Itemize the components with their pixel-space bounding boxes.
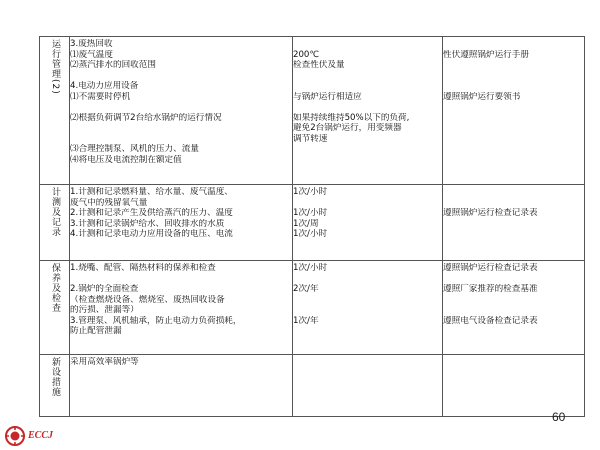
item-line: ⑴废气温度 <box>70 49 113 60</box>
frequency-line: 2次/年 <box>293 284 319 294</box>
reference-line: 遵照厂家推荐的检查基准 <box>443 284 538 294</box>
frequency-line: 1次/周 <box>293 218 319 229</box>
reference-line <box>443 187 584 198</box>
frequency-line: 1次/年 <box>293 315 319 326</box>
reference-line <box>443 60 584 71</box>
item-line: 2.锅炉的全面检查 <box>70 284 139 294</box>
table-row <box>40 355 585 417</box>
item-line: 3.计测和记录锅炉给水、回收排水的水质 <box>70 218 225 229</box>
reference-cell <box>443 261 585 355</box>
item-line: ⑵根据负荷调节2台给水锅炉的运行情况 <box>70 112 222 123</box>
reference-line <box>443 81 584 92</box>
reference-line <box>443 155 584 166</box>
reference-line <box>443 144 584 155</box>
reference-line: 遵照锅炉运行检查记录表 <box>443 263 538 273</box>
frequency-cell <box>293 185 443 261</box>
frequency-line: 1次/小时 <box>293 187 328 197</box>
table-row <box>40 37 585 185</box>
frequency-line <box>293 81 442 92</box>
item-line: 3.废热回收 <box>70 39 113 49</box>
energy-management-table <box>39 36 585 417</box>
frequency-line: 1次/小时 <box>293 208 328 218</box>
item-cell <box>70 355 293 417</box>
frequency-line <box>293 144 442 155</box>
row-label-cell <box>40 37 70 185</box>
table-row <box>40 185 585 261</box>
frequency-line: 1次/小时 <box>293 263 328 273</box>
frequency-line <box>293 326 442 337</box>
item-line: （检查燃烧设备、燃烧室、废热回收设备 <box>70 294 225 305</box>
reference-line <box>443 326 584 337</box>
logo-text: ECCJ <box>28 430 54 441</box>
item-line: ⑶合理控制泵、风机的压力、流量 <box>70 144 199 154</box>
table-row <box>40 261 585 355</box>
item-line: 防止配管泄漏 <box>70 326 122 336</box>
reference-cell <box>443 355 585 417</box>
row-label: 运行管理(2) <box>50 39 60 95</box>
reference-line <box>443 295 584 306</box>
item-line: 1.计测和记录燃料量、给水量、废气温度、 <box>70 187 233 197</box>
reference-line <box>443 274 584 285</box>
item-line: 废气中的残留氧气量 <box>70 197 148 208</box>
item-line: 采用高效率锅炉等 <box>70 357 139 367</box>
frequency-line: 200℃ <box>293 49 320 60</box>
frequency-line: 避免2台锅炉运行，用变频器 <box>293 123 402 133</box>
reference-line <box>443 357 584 368</box>
frequency-cell <box>293 261 443 355</box>
item-line: 2.计测和记录产生及供给蒸汽的压力、温度 <box>70 208 233 218</box>
item-line: 1.烧嘴、配管、隔热材料的保养和检查 <box>70 263 216 273</box>
item-line: 3.管理泵、风机轴承，防止电动力负荷损耗， <box>70 315 242 326</box>
reference-line: 遵照电气设备检查记录表 <box>443 315 538 326</box>
frequency-line: 如果持续维持50%以下的负荷, <box>293 112 410 123</box>
frequency-line <box>293 155 442 166</box>
item-line <box>70 102 292 113</box>
item-line <box>70 71 292 82</box>
frequency-line <box>293 357 442 368</box>
row-label-cell <box>40 261 70 355</box>
item-line <box>70 274 292 285</box>
reference-line <box>443 102 584 113</box>
item-cell <box>70 261 293 355</box>
item-line: ⑵蒸汽排水的回收范围 <box>70 60 156 70</box>
frequency-line: 检查性伏及量 <box>293 60 345 70</box>
row-label-cell <box>40 355 70 417</box>
reference-line <box>443 71 584 82</box>
item-line: ⑷将电压及电流控制在额定值 <box>70 154 182 165</box>
frequency-line <box>293 71 442 82</box>
item-cell <box>70 185 293 261</box>
eccj-logo-icon <box>4 425 26 447</box>
reference-line: 遵照锅炉运行检查记录表 <box>443 208 538 218</box>
frequency-line: 1次/小时 <box>293 229 328 239</box>
frequency-line <box>293 39 442 50</box>
row-label: 保养及检查 <box>50 263 60 313</box>
reference-line <box>443 39 584 50</box>
reference-line: 性伏遵照锅炉运行手册 <box>443 49 529 60</box>
reference-line <box>443 123 584 134</box>
frequency-cell <box>293 37 443 185</box>
page-number: 60 <box>552 410 566 424</box>
reference-cell <box>443 37 585 185</box>
frequency-line <box>293 295 442 306</box>
frequency-line <box>293 274 442 285</box>
reference-line <box>443 305 584 316</box>
item-cell <box>70 37 293 185</box>
reference-line <box>443 229 584 240</box>
item-line <box>70 123 292 134</box>
reference-line <box>443 113 584 124</box>
frequency-line: 调节转速 <box>293 133 328 144</box>
reference-line <box>443 219 584 230</box>
item-line: ⑴不需要时停机 <box>70 91 131 102</box>
frequency-line <box>293 198 442 209</box>
item-line: 4.电动力应用设备 <box>70 81 139 91</box>
reference-line: 遵照锅炉运行要领书 <box>443 91 521 102</box>
reference-line <box>443 134 584 145</box>
frequency-line <box>293 102 442 113</box>
item-line: 的污损、泄漏等） <box>70 305 139 315</box>
row-label: 新设措施 <box>50 357 60 397</box>
item-line: 4.计测和记录电动力应用设备的电压、电流 <box>70 229 233 239</box>
reference-line <box>443 198 584 209</box>
row-label-cell <box>40 185 70 261</box>
frequency-line <box>293 305 442 316</box>
item-line <box>70 134 292 145</box>
reference-cell <box>443 185 585 261</box>
frequency-line: 与锅炉运行相适应 <box>293 91 362 102</box>
frequency-cell <box>293 355 443 417</box>
row-label: 计测及记录 <box>50 187 60 237</box>
